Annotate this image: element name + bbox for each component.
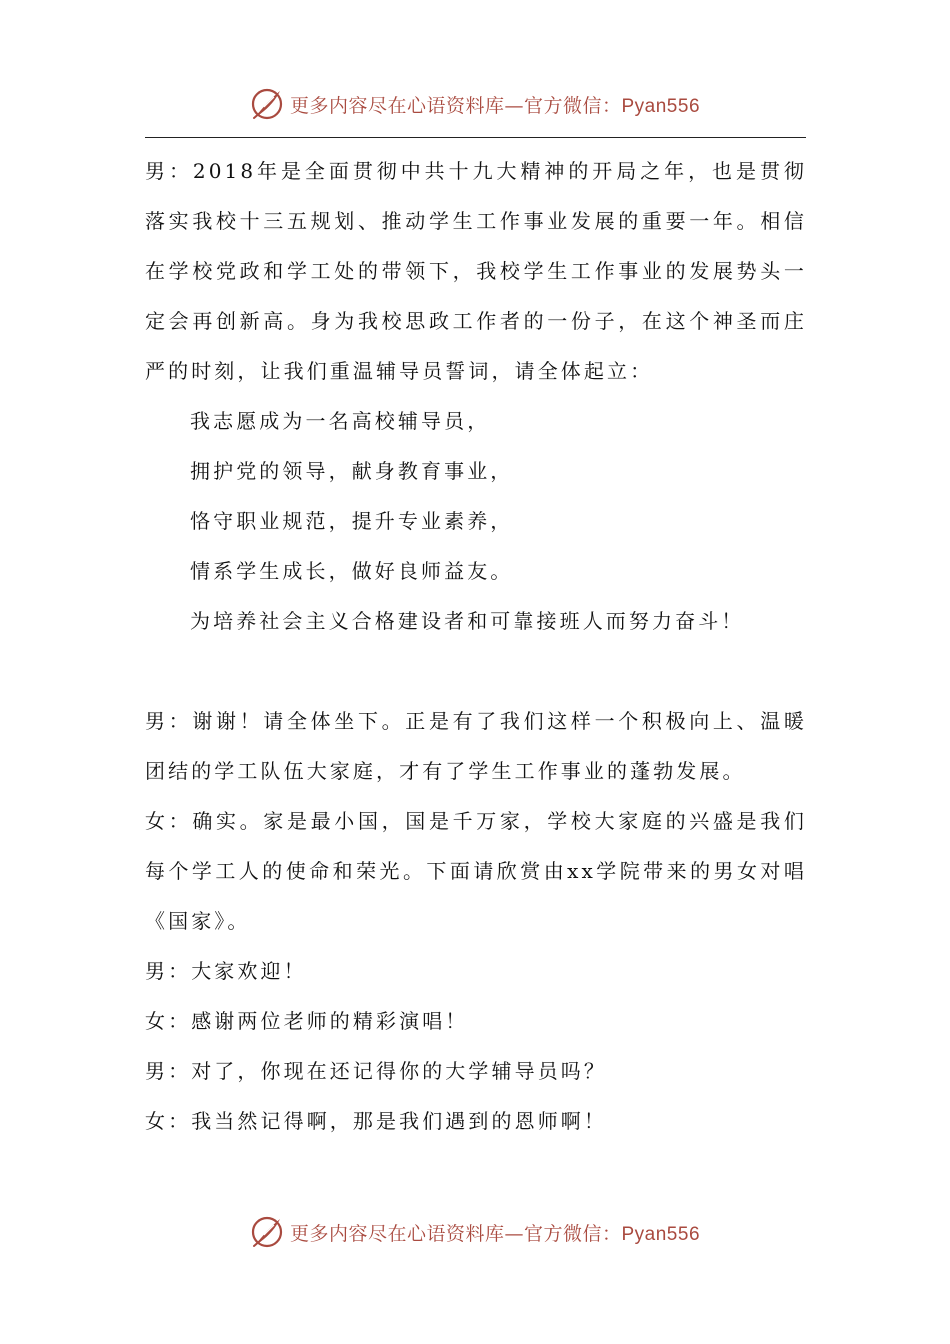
oath-line-5: 为培养社会主义合格建设者和可靠接班人而努力奋斗！ (190, 609, 745, 633)
oath-line-3: 恪守职业规范，提升专业素养， (190, 509, 514, 533)
footer-banner (0, 1212, 950, 1252)
header-banner-cn: 更多内容尽在心语资料库—官方微信： (289, 94, 622, 117)
paragraph-6: 男：对了，你现在还记得你的大学辅导员吗？ (145, 1059, 607, 1083)
blank-line (145, 646, 807, 696)
footer-banner-id: Pyan556 (621, 1223, 701, 1245)
header-banner-inner (250, 87, 700, 121)
header-banner-id: Pyan556 (621, 95, 701, 117)
header-divider (145, 137, 806, 138)
footer-banner-inner (250, 1215, 700, 1249)
quill-pen-logo-icon (250, 87, 284, 121)
paragraph-4: 男：大家欢迎！ (145, 959, 307, 983)
paragraph-2: 男：谢谢！请全体坐下。正是有了我们这样一个积极向上、温暖团结的学工队伍大家庭，才有了学生工作事业的蓬勃发展。 (145, 709, 807, 783)
quill-pen-logo-icon (250, 1215, 284, 1249)
paragraph-7: 女：我当然记得啊，那是我们遇到的恩师啊！ (145, 1109, 607, 1133)
footer-banner-text (290, 1219, 700, 1246)
oath-line-2: 拥护党的领导，献身教育事业， (190, 459, 514, 483)
paragraph-1: 男：2018年是全面贯彻中共十九大精神的开局之年，也是贯彻落实我校十三五规划、推动学生工作事业发展的重要一年。相信在学校党政和学工处的带领下，我校学生工作事业的发展势头一定会再创新高。身为我校思政工作者的一份子，在这个神圣而庄严的时刻，让我们重温辅导员誓词，请全体起立： (145, 159, 807, 383)
oath-line-4: 情系学生成长，做好良师益友。 (190, 559, 514, 583)
paragraph-5: 女：感谢两位老师的精彩演唱！ (145, 1009, 469, 1033)
footer-banner-cn: 更多内容尽在心语资料库—官方微信： (289, 1222, 622, 1245)
document-body (145, 146, 807, 1146)
oath-line-1: 我志愿成为一名高校辅导员， (190, 409, 491, 433)
header-banner-text (290, 91, 700, 118)
paragraph-3: 女：确实。家是最小国，国是千万家，学校大家庭的兴盛是我们每个学工人的使命和荣光。下面请欣赏由xx学院带来的男女对唱《国家》。 (145, 809, 807, 933)
header-banner (0, 84, 950, 124)
